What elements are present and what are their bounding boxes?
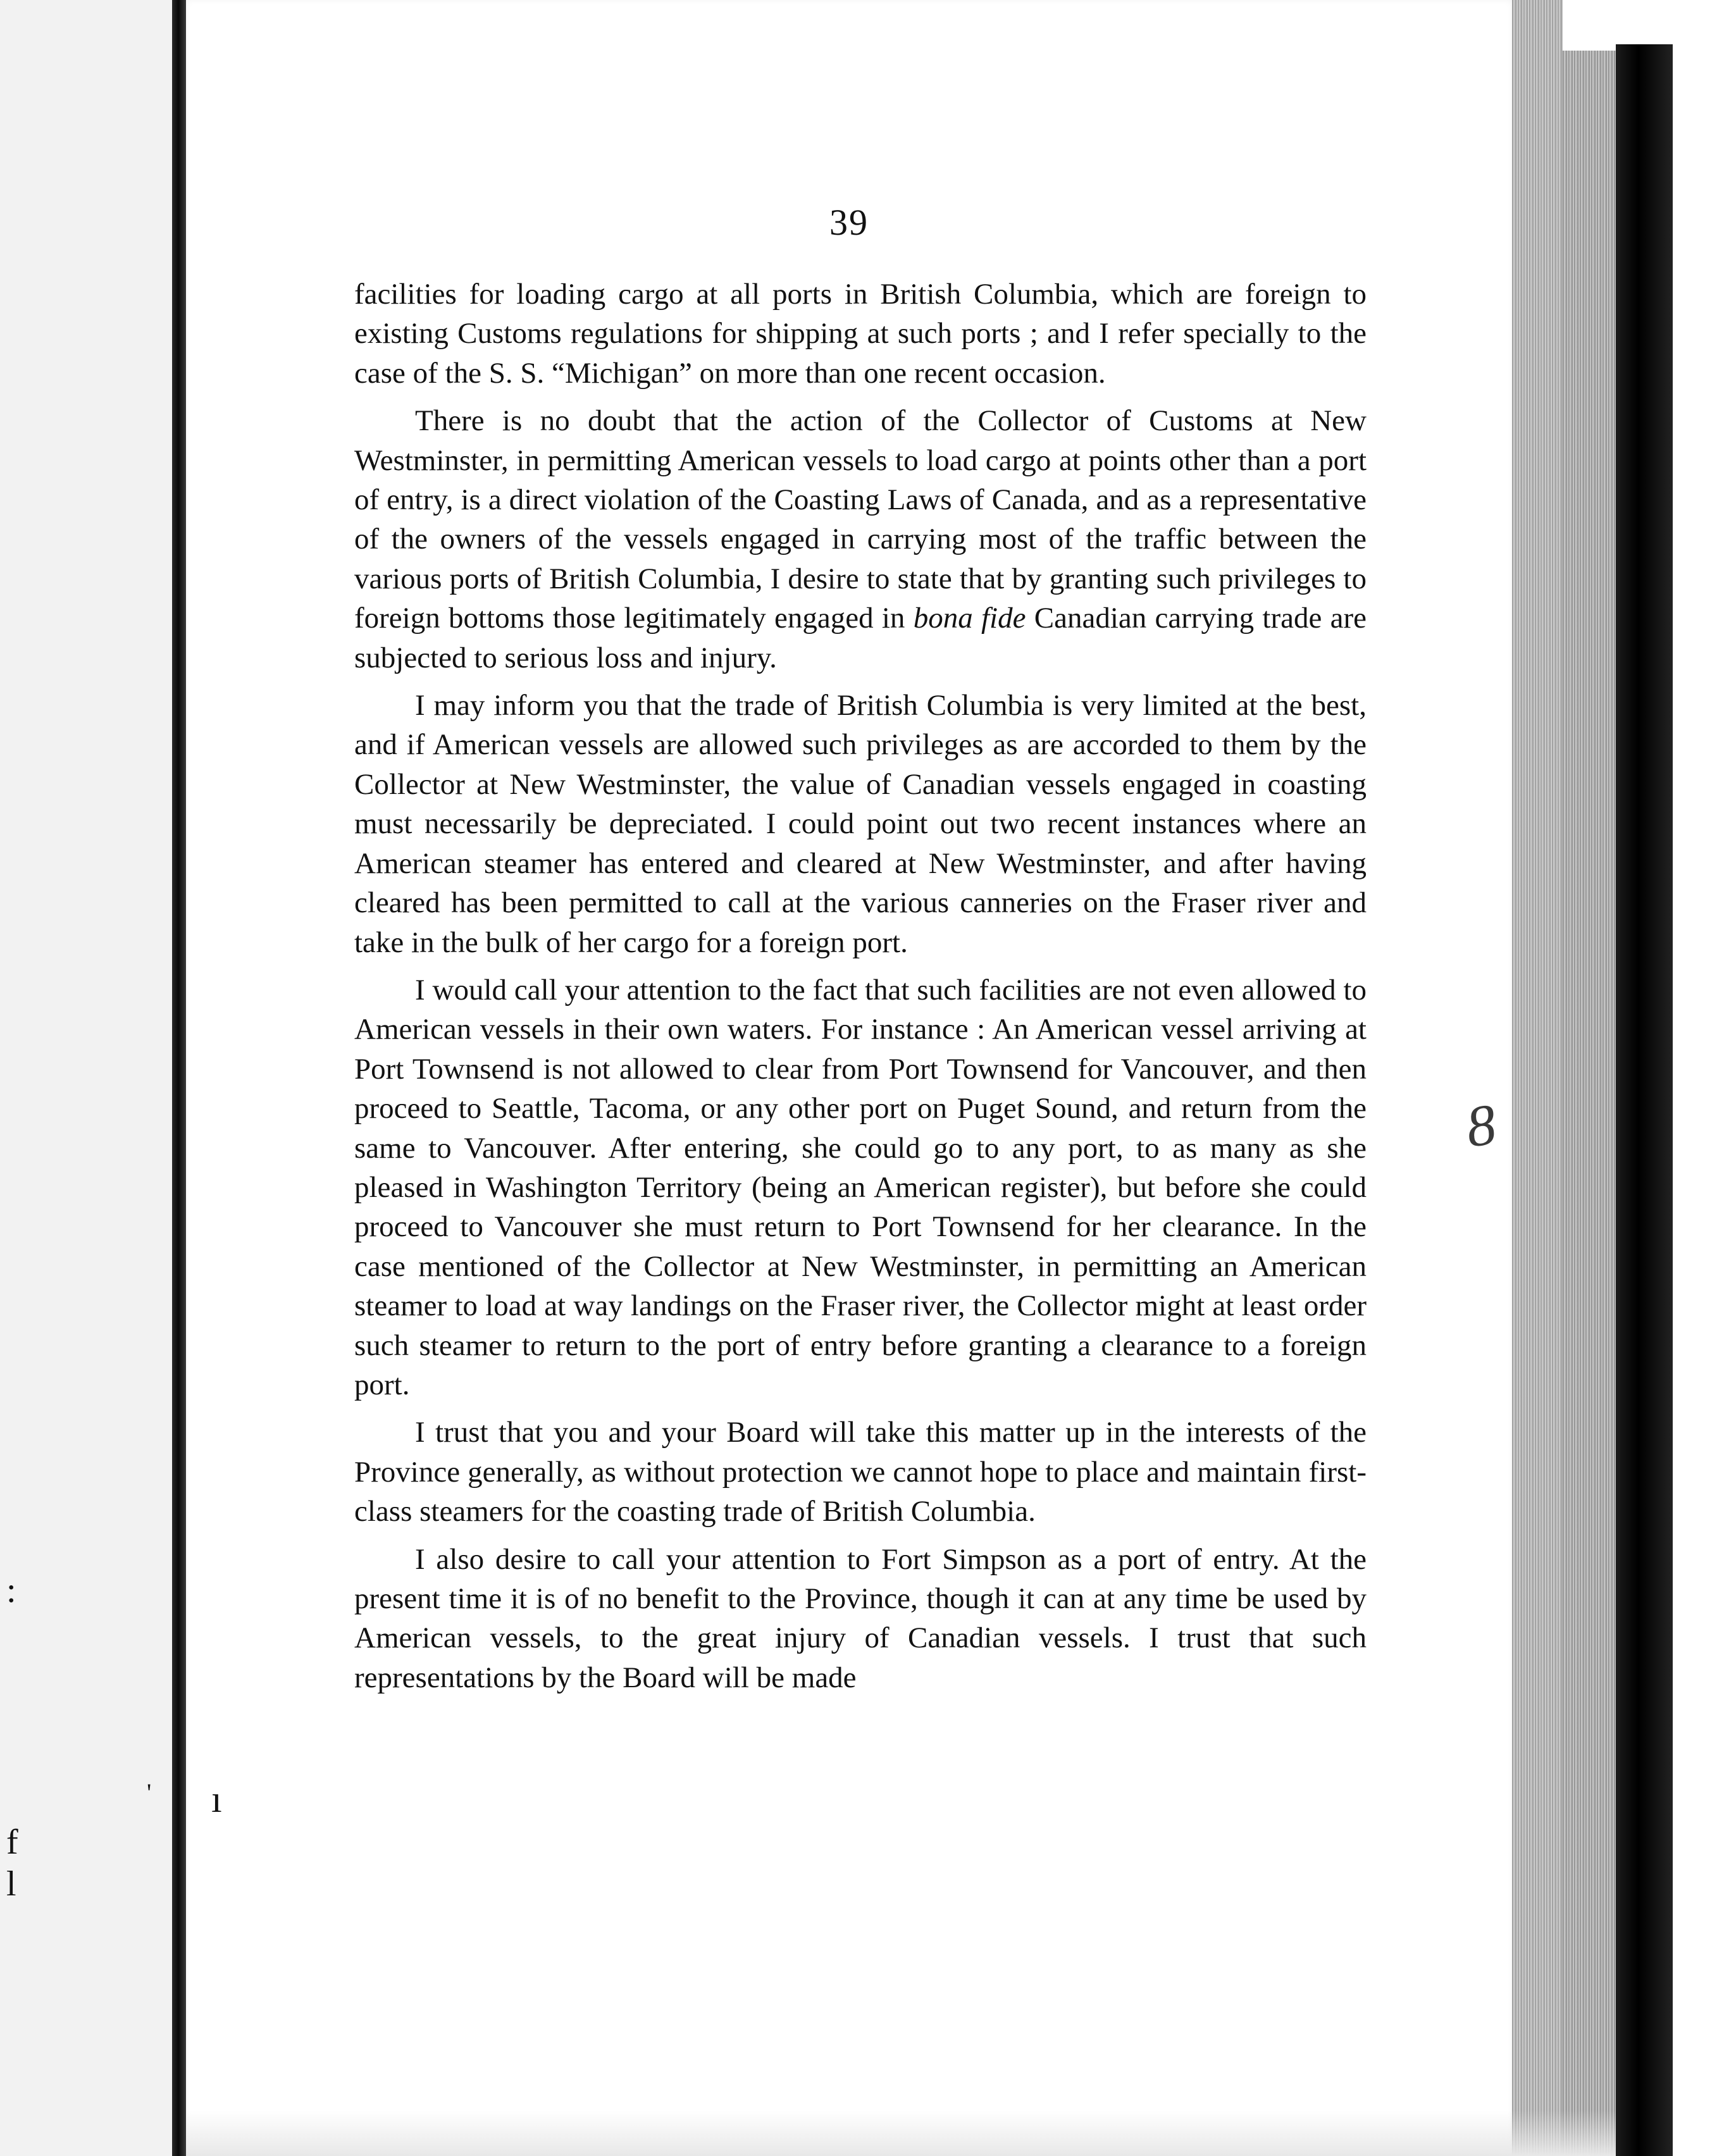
left-page-fragment: : (6, 1571, 16, 1610)
body-paragraph (354, 686, 1367, 962)
text-segment: I trust that you and your Board will take this matter up in the interests of the Province generally, as without protection we cannot hope to place and maintain first-class steamers for the coasting trade of British Columbia. (354, 1416, 1367, 1528)
body-paragraph (354, 275, 1367, 393)
left-page-fragment: l (6, 1864, 16, 1904)
body-paragraph (354, 401, 1367, 678)
page-body-text (354, 275, 1367, 1697)
text-segment: I may inform you that the trade of British Columbia is very limited at the best, and if American vessels are allowed such privileges as are accorded to them by the Collector at New Westminster, the value of Canadian vessels engaged in coasting must necessarily be depreciated. I could point out two recent instances where an American steamer has entered and cleared at New Westminster, and after having cleared has been permitted to call at the various canneries on the Fraser river and take in the bulk of her cargo for a foreign port. (354, 689, 1367, 959)
book-gutter (172, 0, 186, 2156)
text-segment: I also desire to call your attention to Fort Simpson as a port of entry. At the present time it is of no benefit to the Province, though it can at any time be used by American vessels, to the great injury of Canadian vessels. I trust that such representations by the Board will be made (354, 1542, 1367, 1694)
text-segment: Canadian carrying trade are subjected to serious loss and injury. (354, 602, 1367, 674)
text-segment: There is no doubt that the action of the Collector of Customs at New Westminster, in permitting American vessels to load cargo at points other than a port of entry, is a direct violation of the Coasting Laws of Canada, and as a representative of the owners of the vessels engaged in carrying most of the traffic between the various ports of British Columbia, I desire to state that by granting such privileges to foreign bottoms those legitimately engaged in (354, 404, 1367, 635)
page-edges-lower (1563, 51, 1616, 2156)
scan-artifact-mark: ı (211, 1778, 222, 1820)
left-page-fragment: f (6, 1823, 18, 1862)
body-paragraph (354, 1413, 1367, 1531)
text-segment: facilities for loading cargo at all ports in British Columbia, which are foreign to existing Customs regulations for shipping at such ports ; and I refer specially to the case of the S. S. “Michigan” on more than one recent occasion. (354, 278, 1367, 390)
page-number: 39 (829, 202, 869, 243)
body-paragraph (354, 1540, 1367, 1698)
body-paragraph (354, 970, 1367, 1404)
page-edges (1512, 0, 1563, 2156)
book-cover-edge (1616, 44, 1673, 2156)
book-page (147, 0, 1512, 2156)
handwritten-margin-mark: 8 (1462, 1091, 1500, 1160)
italic-text-segment: bona fide (913, 602, 1026, 635)
background-margin (1673, 95, 1736, 2156)
left-facing-page (0, 0, 180, 2156)
scan-artifact-mark: ' (147, 1778, 152, 1807)
text-segment: I would call your attention to the fact that such facilities are not even allowed to American vessels in their own waters. For instance : An American vessel arriving at Port Townsend is not allowed to clear from Port Townsend for Vancouver, and then proceed to Seattle, Tacoma, or any other port on Puget Sound, and return from the same to Vancouver. After entering, she could go to any port, to as many as she pleased in Washington Territory (being an American register), but before she could proceed to Vancouver she must return to Port Townsend for her clearance. In the case mentioned of the Collector at New Westminster, in permitting an American steamer to load at way landings on the Fraser river, the Collector might at least order such steamer to return to the port of entry before granting a clearance to a foreign port. (354, 973, 1367, 1401)
page-bottom-shadow (186, 2110, 1616, 2156)
